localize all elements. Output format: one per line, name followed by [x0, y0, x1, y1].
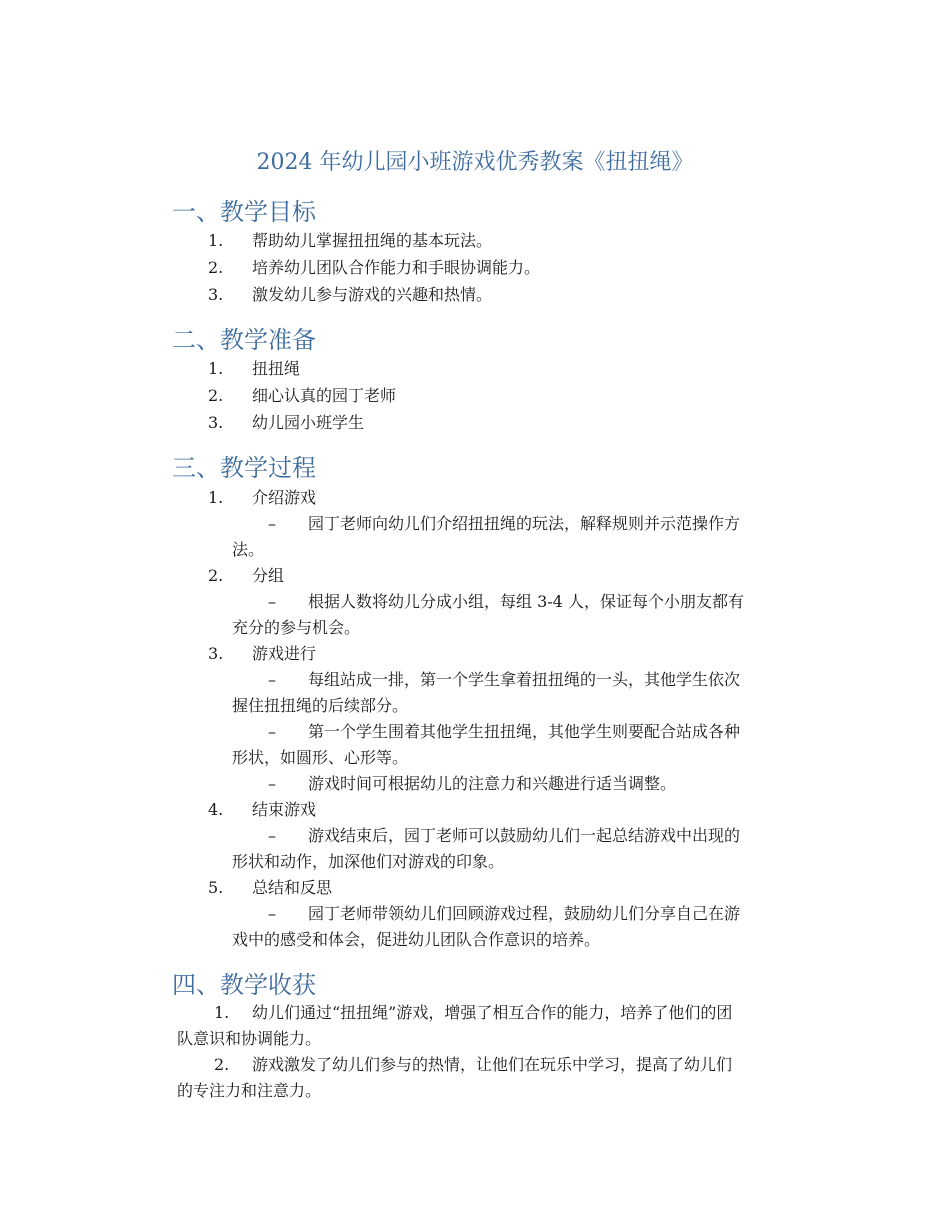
sub-item-line: 握住扭扭绳的后续部分。 [232, 696, 409, 715]
list-number: 3. [208, 413, 224, 432]
dash-bullet: – [268, 722, 276, 741]
list-item: 游戏进行 [252, 644, 317, 663]
list-item: 幼儿园小班学生 [252, 413, 365, 432]
list-item: 介绍游戏 [252, 488, 317, 507]
sub-item-line: 形状，如圆形、心形等。 [232, 748, 409, 767]
sub-item-line: 根据人数将幼儿分成小组，每组 3-4 人，保证每个小朋友都有 [308, 592, 744, 611]
list-item: 扭扭绳 [252, 359, 301, 378]
list-number: 1. [208, 231, 224, 250]
list-number: 2. [208, 258, 224, 277]
section-heading-process: 三、教学过程 [172, 454, 316, 482]
list-item-line: 队意识和协调能力。 [177, 1029, 322, 1048]
list-item: 结束游戏 [252, 800, 317, 819]
section-heading-preparation: 二、教学准备 [172, 326, 316, 354]
sub-item-line: 形状和动作，加深他们对游戏的印象。 [232, 852, 505, 871]
list-number: 1. [208, 488, 224, 507]
sub-item-line: 园丁老师带领幼儿们回顾游戏过程，鼓励幼儿们分享自己在游 [308, 904, 741, 923]
sub-item-line: 园丁老师向幼儿们介绍扭扭绳的玩法，解释规则并示范操作方 [308, 514, 741, 533]
sub-item-line: 戏中的感受和体会，促进幼儿团队合作意识的培养。 [232, 930, 601, 949]
list-number: 3. [208, 285, 224, 304]
list-number: 2. [208, 386, 224, 405]
list-number: 3. [208, 644, 224, 663]
dash-bullet: – [268, 826, 276, 845]
list-item-line: 的专注力和注意力。 [177, 1081, 322, 1100]
document-title: 2024 年幼儿园小班游戏优秀教案《扭扭绳》 [256, 150, 694, 175]
sub-item-line: 法。 [232, 540, 265, 559]
dash-bullet: – [268, 514, 276, 533]
list-number: 1. [208, 359, 224, 378]
dash-bullet: – [268, 670, 276, 689]
list-number: 2. [208, 566, 224, 585]
list-item: 激发幼儿参与游戏的兴趣和热情。 [252, 285, 493, 304]
sub-item-line: 第一个学生围着其他学生扭扭绳，其他学生则要配合站成各种 [308, 722, 741, 741]
list-item-line: 幼儿们通过“扭扭绳”游戏，增强了相互合作的能力，培养了他们的团 [252, 1003, 733, 1022]
dash-bullet: – [268, 774, 276, 793]
sub-item-line: 游戏结束后，园丁老师可以鼓励幼儿们一起总结游戏中出现的 [308, 826, 741, 845]
sub-item-line: 游戏时间可根据幼儿的注意力和兴趣进行适当调整。 [308, 774, 677, 793]
section-heading-outcomes: 四、教学收获 [172, 971, 316, 999]
list-item: 总结和反思 [252, 878, 333, 897]
list-item: 细心认真的园丁老师 [252, 386, 397, 405]
list-item: 帮助幼儿掌握扭扭绳的基本玩法。 [252, 231, 493, 250]
list-number: 1. [214, 1003, 230, 1022]
list-item: 分组 [252, 566, 285, 585]
section-heading-goals: 一、教学目标 [172, 198, 316, 226]
list-item: 培养幼儿团队合作能力和手眼协调能力。 [252, 258, 541, 277]
sub-item-line: 充分的参与机会。 [232, 618, 361, 637]
list-item-line: 游戏激发了幼儿们参与的热情，让他们在玩乐中学习，提高了幼儿们 [252, 1055, 733, 1074]
dash-bullet: – [268, 904, 276, 923]
dash-bullet: – [268, 592, 276, 611]
list-number: 5. [208, 878, 224, 897]
list-number: 4. [208, 800, 224, 819]
sub-item-line: 每组站成一排，第一个学生拿着扭扭绳的一头，其他学生依次 [308, 670, 741, 689]
list-number: 2. [214, 1055, 230, 1074]
